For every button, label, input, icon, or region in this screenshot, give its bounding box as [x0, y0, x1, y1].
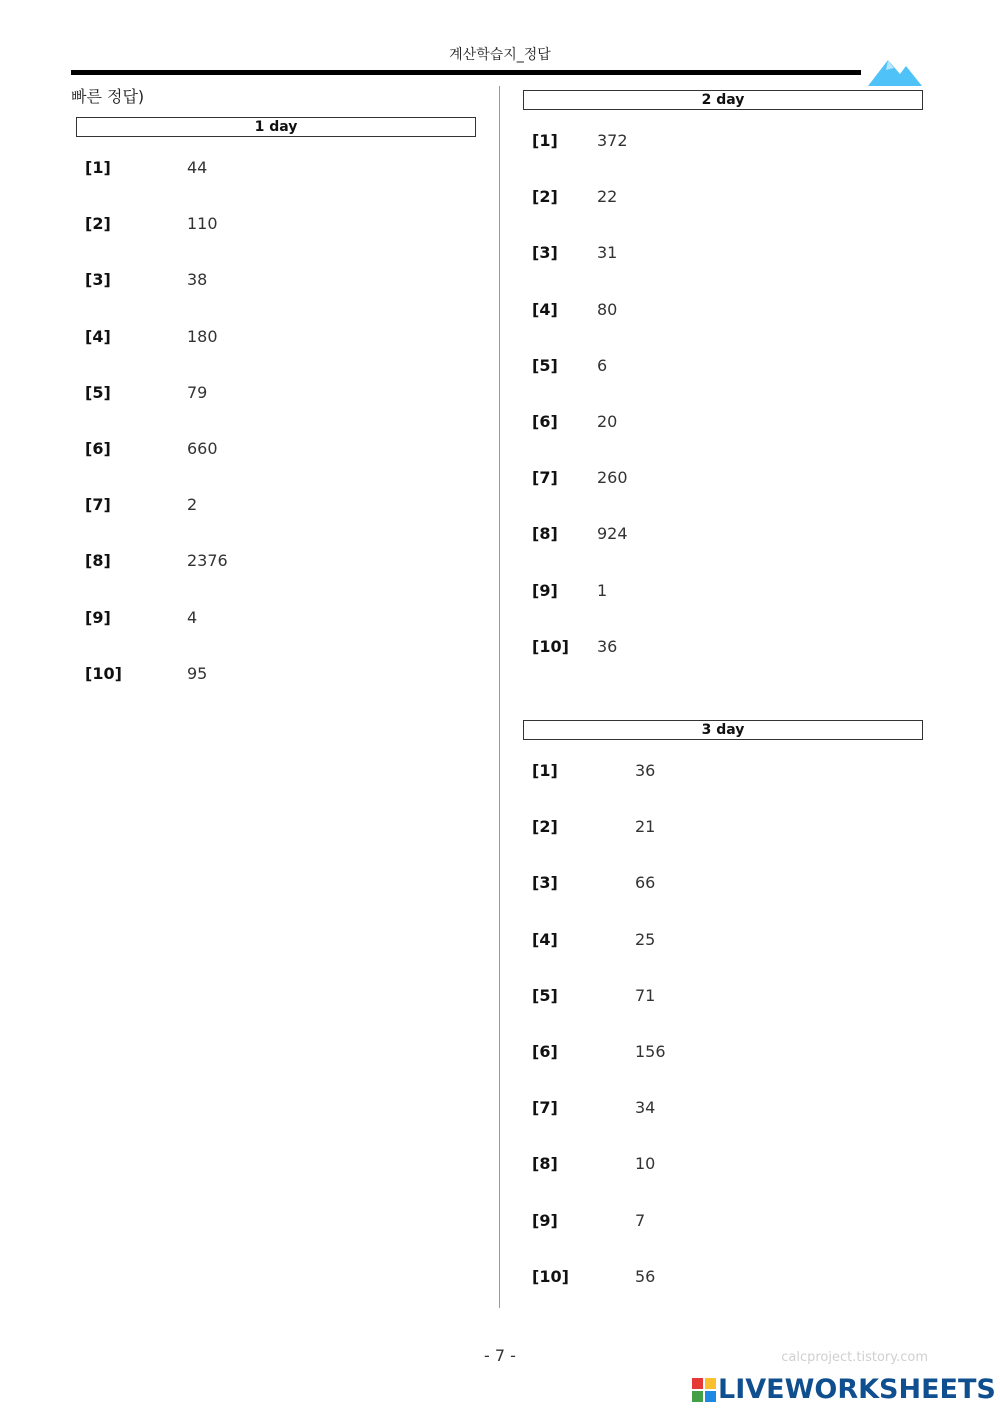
question-number: [10] [85, 664, 122, 683]
question-number: [5] [532, 986, 558, 1005]
answer-row [85, 212, 465, 236]
question-number: [8] [532, 1154, 558, 1173]
mountain-logo-icon [866, 56, 930, 88]
answer-row [532, 928, 912, 952]
answer-row [85, 606, 465, 630]
answer-value: 372 [597, 131, 628, 150]
answer-value: 156 [635, 1042, 666, 1061]
answer-value: 95 [187, 664, 208, 683]
answer-value: 36 [597, 637, 618, 656]
question-number: [2] [85, 214, 111, 233]
day-header-2: 2 day [523, 90, 923, 110]
question-number: [2] [532, 817, 558, 836]
answer-row [532, 129, 912, 153]
answer-row [532, 410, 912, 434]
question-number: [3] [532, 243, 558, 262]
answer-value: 924 [597, 524, 628, 543]
answer-row [85, 662, 465, 686]
day-header-1: 1 day [76, 117, 476, 137]
answer-value: 180 [187, 327, 218, 346]
liveworksheets-logo-icon [692, 1378, 716, 1402]
question-number: [9] [532, 1211, 558, 1230]
answer-row [532, 1209, 912, 1233]
question-number: [4] [85, 327, 111, 346]
question-number: [4] [532, 300, 558, 319]
question-number: [7] [85, 495, 111, 514]
site-watermark: calcproject.tistory.com [781, 1350, 928, 1365]
answer-row [532, 984, 912, 1008]
answer-value: 31 [597, 243, 618, 262]
answer-value: 2 [187, 495, 198, 514]
answer-value: 25 [635, 930, 656, 949]
answer-row [532, 579, 912, 603]
answer-value: 660 [187, 439, 218, 458]
question-number: [8] [532, 524, 558, 543]
answer-value: 34 [635, 1098, 656, 1117]
answer-row [85, 268, 465, 292]
answer-value: 44 [187, 158, 208, 177]
question-number: [10] [532, 637, 569, 656]
answer-value: 21 [635, 817, 656, 836]
question-number: [8] [85, 551, 111, 570]
answer-value: 79 [187, 383, 208, 402]
question-number: [9] [85, 608, 111, 627]
answer-row [85, 325, 465, 349]
answer-value: 20 [597, 412, 618, 431]
answer-row [532, 871, 912, 895]
answer-row [532, 522, 912, 546]
answer-value: 2376 [187, 551, 228, 570]
question-number: [5] [532, 356, 558, 375]
question-number: [7] [532, 1098, 558, 1117]
question-number: [7] [532, 468, 558, 487]
question-number: [9] [532, 581, 558, 600]
answer-value: 110 [187, 214, 218, 233]
answer-value: 71 [635, 986, 656, 1005]
answer-row [85, 381, 465, 405]
answer-row [532, 1096, 912, 1120]
question-number: [3] [85, 270, 111, 289]
answer-value: 6 [597, 356, 608, 375]
answer-row [532, 1152, 912, 1176]
answer-value: 10 [635, 1154, 656, 1173]
answer-row [532, 635, 912, 659]
answer-row [532, 1265, 912, 1289]
question-number: [6] [532, 412, 558, 431]
answer-row [85, 549, 465, 573]
intro-label: 빠른 정답) [71, 87, 145, 106]
answer-value: 1 [597, 581, 608, 600]
answer-row [532, 1040, 912, 1064]
question-number: [5] [85, 383, 111, 402]
answer-row [85, 437, 465, 461]
answer-row [85, 493, 465, 517]
question-number: [1] [532, 761, 558, 780]
question-number: [6] [532, 1042, 558, 1061]
page-header-title: 계산학습지_정답 [449, 47, 551, 63]
answer-row [532, 354, 912, 378]
answer-row [532, 466, 912, 490]
question-number: [3] [532, 873, 558, 892]
answer-row [532, 185, 912, 209]
answer-value: 260 [597, 468, 628, 487]
answer-row [532, 759, 912, 783]
column-divider [499, 86, 500, 1308]
answer-value: 80 [597, 300, 618, 319]
answer-value: 4 [187, 608, 198, 627]
answer-row [532, 815, 912, 839]
header-rule [71, 70, 861, 75]
question-number: [1] [532, 131, 558, 150]
answer-value: 56 [635, 1267, 656, 1286]
answer-row [532, 298, 912, 322]
answer-value: 38 [187, 270, 208, 289]
page-number: - 7 - [484, 1346, 516, 1365]
question-number: [6] [85, 439, 111, 458]
answer-value: 22 [597, 187, 618, 206]
liveworksheets-text: LIVEWORKSHEETS [718, 1374, 996, 1405]
question-number: [4] [532, 930, 558, 949]
answer-value: 7 [635, 1211, 646, 1230]
question-number: [1] [85, 158, 111, 177]
day-header-3: 3 day [523, 720, 923, 740]
answer-value: 66 [635, 873, 656, 892]
question-number: [10] [532, 1267, 569, 1286]
question-number: [2] [532, 187, 558, 206]
answer-row [85, 156, 465, 180]
answer-row [532, 241, 912, 265]
answer-value: 36 [635, 761, 656, 780]
